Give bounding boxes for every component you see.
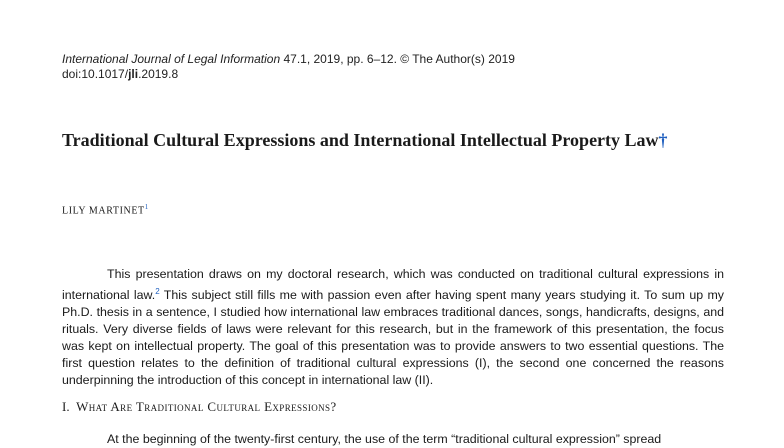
article-title: [62, 128, 742, 152]
section-number: I.: [62, 399, 70, 414]
paragraph-text: This subject still fills me with passion even after having spent many years studying it. To sum up my Ph.D. thesis in a sentence, I studied how international law embraces traditional dances, songs, handicrafts, designs, and rituals. Very diverse fields of laws were relevant for this research, but in the framework of this presentation, the focus was kept on intellectual property. The goal of this presentation was to provide answers to two essential questions. The first question relates to the definition of traditional cultural expressions (I), the second one concerned the reasons underpinning the introduction of this concept in international law (II).: [62, 288, 724, 388]
footnote-link[interactable]: 2: [155, 287, 160, 296]
journal-volume-info: 47.1, 2019, pp. 6–12. © The Author(s) 2019: [280, 52, 515, 66]
doi-suffix: .2019.8: [138, 67, 179, 81]
title-footnote-link[interactable]: †: [658, 130, 668, 150]
doi-prefix: doi:10.1017/: [62, 67, 129, 81]
author-byline: [62, 203, 148, 216]
author-name: LILY MARTINET: [62, 205, 145, 217]
paragraph: [62, 266, 724, 389]
paragraph-partial: At the beginning of the twenty-first century, the use of the term “traditional cultural expression” spread: [107, 432, 662, 446]
journal-citation: [62, 52, 515, 67]
author-footnote-link[interactable]: 1: [144, 203, 149, 211]
article-title-text: Traditional Cultural Expressions and International Intellectual Property Law: [62, 130, 659, 150]
journal-name: International Journal of Legal Information: [62, 52, 281, 66]
doi-journal-code: jli: [128, 67, 139, 81]
paragraph-text: This presentation draws on my doctoral research, which was conducted on traditional cultural expressions in international law.: [62, 267, 724, 303]
article-body: [62, 266, 724, 389]
section-title: What Are Traditional Cultural Expressions?: [76, 399, 337, 414]
section-heading: [62, 399, 337, 415]
doi: [62, 67, 178, 82]
